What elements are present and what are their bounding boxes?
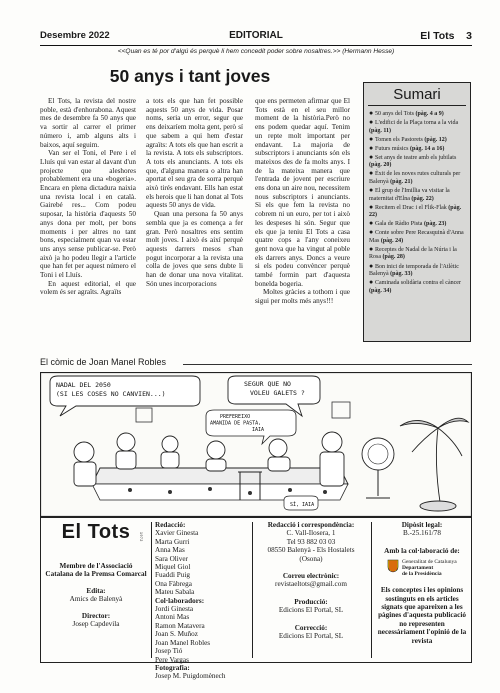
membership-text: Membre de l'Associació Catalana de la Premsa Comarcal — [45, 562, 147, 579]
bubble-middle-text: PREFEREIXO AMANIDA DE PASTA, IAIA — [210, 414, 265, 433]
summary-item[interactable] — [369, 229, 466, 245]
director-label: Director: — [81, 611, 111, 620]
paragraph: que ens permeten afirmar que El Tots està en el seu millor moment de la història.Però no ens podem quedar aquí. Tenim un repte molt important per endavant. La majoria de subscriptors i anunciants són els mateixos des de fa molts anys. I de la mateixa manera que l'entrada de jovent per escriure ens dona un aire nou, necessitem nous subscriptors i anunciants. Si els que fem la revista no cobrem ni un euro, per tot i això les despeses hi són. Segur que els que ja teniu El Tots a casa quatre cops a l'any coneixeu gent nova que ha vingut al poble els darrers anys. Doncs a veure si els podeu convèncer perquè també formin part d'aquesta bonelda bogeria. — [255, 97, 350, 288]
generalitat-name: Generalitat de Catalunya — [402, 559, 457, 566]
editorial-member: Miquel Giol — [155, 563, 191, 572]
bullet-icon: ● — [369, 202, 375, 211]
editorial-member: Marta Gurri — [155, 537, 190, 546]
header-rule — [40, 45, 472, 46]
collaborators-list — [155, 605, 249, 664]
proofreading-label: Correcció: — [294, 623, 328, 632]
generalitat-shield-icon — [387, 559, 399, 573]
editorial-member: Ona Fàbrega — [155, 579, 192, 588]
summary-item[interactable] — [369, 246, 466, 262]
address-line: Tel 93 882 03 03 — [286, 537, 336, 546]
summary-item-page: (pàg. 34) — [369, 287, 392, 294]
column-divider — [371, 522, 372, 658]
bullet-icon: ● — [369, 244, 375, 253]
bullet-icon: ● — [369, 152, 375, 161]
summary-item[interactable] — [369, 279, 466, 295]
bullet-icon: ● — [369, 169, 375, 178]
summary-item[interactable] — [369, 220, 466, 229]
department-name: de la Presidència — [402, 571, 442, 578]
editorial-list — [155, 529, 249, 596]
paragraph: Moltes gràcies a tothom i que sigui per molts més anys!!! — [255, 288, 350, 306]
article-column-1 — [40, 97, 136, 297]
summary-item[interactable] — [369, 204, 466, 220]
editorial-member: Fuaddi Puig — [155, 571, 190, 580]
summary-item-text: Gala de Ràdio Pista — [374, 221, 423, 228]
correspondence-label: Redacció i correspondència: — [267, 521, 355, 529]
collaborator-name: Josep Tió — [155, 647, 183, 656]
editorial-member: Mateu Sabala — [155, 588, 195, 597]
department-label: Departament — [402, 565, 434, 572]
generalitat-logo — [387, 559, 457, 577]
paragraph: Quan una persona fa 50 anys sembla que ja es comença a fer gran. Però nosaltres ens sentim molt joves. I això és així perquè aquests darrers mesos s'han pogut incorporar a la revista una colla de joves que sens dubte li han de donar una nova vitalitat. Són unes incorporacions — [146, 210, 243, 288]
paragraph: El Tots, la revista del nostre poble, està d'enhorabona. Aquest mes de desembre fa 50 anys que va sortir al carrer el primer número i, amb alguns alts i baixos, aquí seguim. — [40, 97, 136, 149]
collaborator-name: Ramon Matavera — [155, 621, 205, 630]
bullet-icon: ● — [369, 186, 375, 195]
summary-item-text: 50 anys del Tots — [374, 111, 414, 117]
photographer-name: Josep M. Puigdomènech — [155, 672, 226, 681]
header-section: EDITORIAL — [229, 30, 283, 41]
publisher-name: Amics de Balenyà — [69, 595, 123, 604]
bullet-icon: ● — [369, 219, 375, 228]
summary-item-text: L'edifici de la Plaça torna a la vida — [374, 120, 459, 127]
collaborator-name: Jordi Ginesta — [155, 605, 194, 614]
email-address[interactable]: revistaeltots@gmail.com — [275, 580, 347, 589]
support-label: Amb la col·laboració de: — [384, 546, 460, 555]
summary-item-page: (pàg. 20) — [369, 162, 392, 169]
summary-item-page: (pàg. 4 a 9) — [415, 111, 444, 117]
proofreading-name: Edicions El Portal, SL — [278, 632, 344, 641]
article-column-2 — [146, 97, 243, 288]
production-label: Producció: — [294, 597, 328, 606]
summary-item-text: Caminada solidària contra el càncer — [374, 280, 461, 287]
comic-caption-rule — [183, 364, 472, 365]
production-name: Edicions El Portal, SL — [278, 606, 344, 615]
summary-item-page: (pàg. 11) — [369, 127, 392, 134]
summary-item-page: (pàg. 22) — [369, 204, 462, 219]
comic-caption: El còmic de Joan Manel Robles — [40, 357, 167, 367]
summary-item[interactable] — [369, 119, 466, 135]
bullet-icon: ● — [369, 134, 375, 143]
legal-deposit-number: B.-25.161/78 — [403, 529, 441, 538]
credits-column-contact — [255, 518, 367, 662]
disclaimer-text: Els conceptes i les opinions sostinguts en els articles signats que apareixen a les pàgines d'aquesta publicació no representen necessàriament l'opinió de la revista — [377, 586, 467, 645]
summary-item-text: Receptes de Nadal de la Núria i la Rosa — [369, 246, 457, 261]
epigraph-quote: <<Quan es té por d'algú és perquè li hem concedit poder sobre nosaltres.>> (Hermann Hesse) — [117, 48, 395, 55]
bullet-icon: ● — [369, 228, 375, 237]
editorial-member: Sara Oliver — [155, 554, 188, 563]
director-name: Josep Capdevila — [72, 620, 120, 629]
column-divider — [252, 522, 253, 658]
summary-item[interactable] — [369, 187, 466, 203]
summary-title: Sumari — [393, 86, 441, 103]
summary-item-page: (pàg. 24) — [380, 237, 404, 244]
credits-column-publication — [45, 518, 147, 662]
paragraph: a tots els que han fet possible aquests 50 anys de vida. Posar noms, seria un error, segur que ens deixaríem molta gent, però sí que sabem a qui hem d'estar agraïts: A tots els que han escrit a la revista. A tots els subscriptors. A tots els anunciants. A tots els que, d'alguna manera o altra han aportat el seu gra de sorra perquè això tirés endavant. Ells han estat els herois que li han donat al Tots aquests 50 anys de vida. — [146, 97, 243, 210]
summary-item-page: (pàg. 22) — [411, 195, 434, 202]
collaborator-name: Joan S. Muñoz — [155, 630, 198, 639]
summary-item[interactable] — [369, 136, 466, 145]
bullet-icon: ● — [369, 143, 375, 152]
credits-box — [40, 517, 472, 681]
summary-item-page: (pàg. 21) — [390, 178, 413, 185]
editorial-label: Redacció: — [155, 521, 186, 529]
publication-logo — [45, 521, 147, 554]
comic-illustration — [40, 372, 472, 517]
summary-box — [363, 82, 471, 342]
summary-item-page: (pàg. 14 a 16) — [410, 145, 445, 152]
summary-item-text: Bon inici de temporada de l'Atlètic Balenyà — [369, 263, 459, 278]
paragraph: En aquest editorial, el que volem és ser agraïts. Agraïts — [40, 279, 136, 297]
column-divider — [151, 522, 152, 658]
summary-item-page: (pàg. 28) — [382, 254, 405, 261]
bubble-right-text: SEGUR QUE NO VOLEU GALETS ? — [244, 380, 305, 397]
summary-item[interactable] — [369, 263, 466, 279]
logo-text: El Tots — [61, 521, 131, 543]
summary-item-text: Conte sobre Pere Recasquinà d'Anna Mas — [369, 230, 464, 244]
publisher-label: Edita: — [86, 586, 106, 595]
address-line: C. Vall-Ilosera, 1 — [286, 529, 336, 538]
summary-item[interactable] — [369, 170, 466, 186]
header-date: Desembre 2022 — [40, 30, 110, 41]
collaborator-name: Pere Vargas — [155, 655, 189, 664]
summary-item-page: (pàg. 23) — [423, 221, 447, 228]
editorial-member: Anna Mas — [155, 546, 185, 555]
address-line: 08550 Balenyà - Els Hostalets — [267, 546, 355, 555]
bullet-icon: ● — [369, 278, 375, 287]
summary-item-page: (pàg. 33) — [390, 271, 413, 278]
bullet-icon: ● — [369, 261, 375, 270]
article-column-3 — [255, 97, 350, 306]
credits-column-legal — [375, 518, 469, 662]
summary-item[interactable] — [369, 145, 466, 154]
email-label: Correu electrònic: — [282, 572, 340, 581]
article-title: 50 anys i tant joves — [109, 66, 271, 86]
header-page-number: 3 — [466, 30, 472, 42]
bubble-left-text: NADAL DEL 2050 (SI LES COSES NO CANVIEN...) — [56, 381, 166, 398]
bubble-bottom-text: SÍ, IAIA — [290, 502, 315, 508]
photography-label: Fotografia: — [155, 663, 190, 672]
legal-deposit-label: Dipòsit legal: — [401, 521, 443, 529]
summary-item-page: (pàg. 12) — [424, 136, 447, 143]
header-brand-page — [420, 30, 472, 42]
bullet-icon: ● — [369, 109, 375, 117]
credits-column-staff — [155, 518, 249, 681]
collaborator-name: Joan Manel Robles — [155, 638, 211, 647]
address-line: (Osona) — [299, 554, 323, 563]
summary-item[interactable] — [369, 110, 466, 119]
bullet-icon: ● — [369, 118, 375, 127]
summary-item-text: Recitem el Drac i el Flik-Flak — [374, 204, 447, 211]
page-header — [40, 30, 472, 45]
summary-item-text: Èxit de les noves rutes culturals per Balenyà — [369, 171, 461, 185]
summary-item-text: Tomen els Pastorets — [374, 136, 423, 143]
summary-item-text: El grup de l'Imillia va visitar la maternitat d'Elna — [369, 188, 450, 202]
header-brand: El Tots — [420, 30, 455, 42]
paragraph: Van ser el Toni, el Pere i el Lluís qui van estar al davant d'un projecte que aleshores probablement era una «bogeria». Encara en plena dictadura naixia una revista local i en català. Gairebé res... Com podeu suposar, la història d'aquests 50 anys dona per molt, per bons moments i per altres no tant bons, especialment quan va estar uns anys sense publicar-se. Però això ja ho podeu llegir a l'article que han fet per aquest número el Toni i el Lluís. — [40, 149, 136, 280]
editorial-member: Xavier Ginesta — [155, 529, 199, 538]
collaborator-name: Antoni Mas — [155, 613, 190, 622]
correspondence-address — [255, 529, 367, 563]
collaborators-label: Col·laboradors: — [155, 596, 205, 605]
summary-item-text: Set anys de teatre amb els jubilats — [374, 154, 457, 161]
summary-item-text: Futurs músics — [374, 145, 409, 152]
summary-list — [364, 106, 470, 295]
summary-item[interactable] — [369, 154, 466, 170]
logo-small-text: 1972 — [139, 532, 143, 542]
